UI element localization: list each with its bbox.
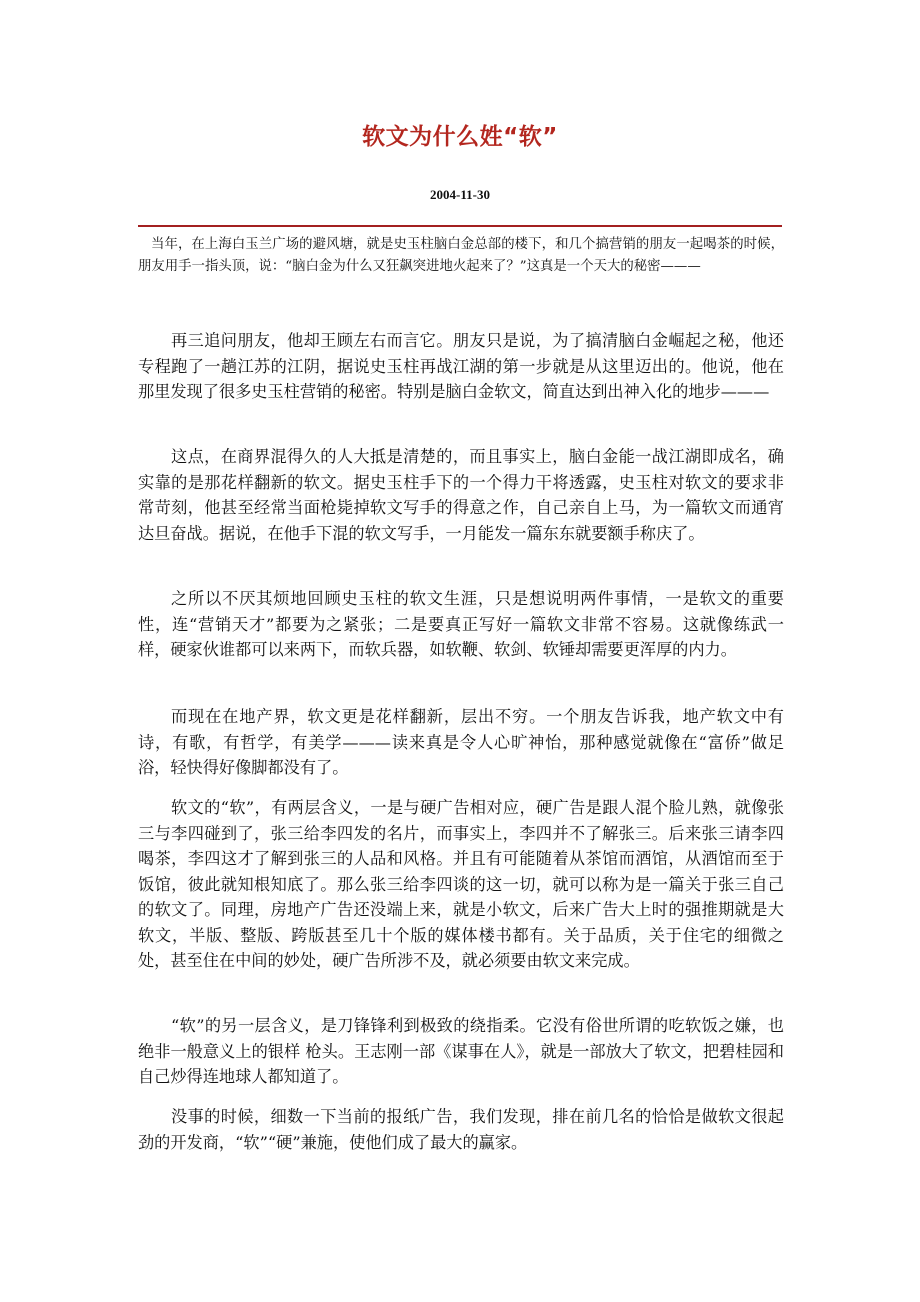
title-divider xyxy=(138,225,782,227)
body-paragraph-7: 没事的时候，细数一下当前的报纸广告，我们发现，排在前几名的恰恰是做软文很起劲的开发商，“软”“硬”兼施，使他们成了最大的赢家。 xyxy=(138,1107,784,1152)
body-paragraph-1: 再三追问朋友，他却王顾左右而言它。朋友只是说，为了搞清脑白金崛起之秘，他还专程跑了一趟江苏的江阴，据说史玉柱再战江湖的第一步就是从这里迈出的。他说，他在那里发现了很多史玉柱营销的秘密。特别是脑白金软文，简直达到出神入化的地步——— xyxy=(138,331,784,401)
body-paragraph-3: 之所以不厌其烦地回顾史玉柱的软文生涯，只是想说明两件事情，一是软文的重要性，连“营销天才”都要为之紧张；二是要真正写好一篇软文非常不容易。这就像练武一样，硬家伙谁都可以来两下，而软兵器，如软鞭、软剑、软锤却需要更浑厚的内力。 xyxy=(138,589,784,659)
body-paragraph-6: “软”的另一层含义，是刀锋锋利到极致的绕指柔。它没有俗世所谓的吃软饭之嫌，也绝非一般意义上的银样 枪头。王志刚一部《谋事在人》，就是一部放大了软文，把碧桂园和自己炒得连地球人都知道了。 xyxy=(138,1016,784,1086)
body-paragraph-5: 软文的“软”，有两层含义，一是与硬广告相对应，硬广告是跟人混个脸儿熟，就像张三与李四碰到了，张三给李四发的名片，而事实上，李四并不了解张三。后来张三请李四喝茶，李四这才了解到张三的人品和风格。并且有可能随着从茶馆而酒馆，从酒馆而至于饭馆，彼此就知根知底了。那么张三给李四谈的这一切，就可以称为是一篇关于张三自己的软文了。同理，房地产广告还没端上来，就是小软文，后来广告大上时的强推期就是大软文，半版、整版、跨版甚至几十个版的媒体楼书都有。关于品质，关于住宅的细微之处，甚至住在中间的妙处，硬广告所涉不及，就必须要由软文来完成。 xyxy=(138,798,784,970)
article-title: 软文为什么姓“软” xyxy=(362,124,558,150)
body-paragraph-2: 这点，在商界混得久的人大抵是清楚的，而且事实上，脑白金能一战江湖即成名，确实靠的是那花样翻新的软文。据史玉柱手下的一个得力干将透露，史玉柱对软文的要求非常苛刻，他甚至经常当面枪毙掉软文写手的得意之作，自己亲自上马，为一篇软文而通宵达旦奋战。据说，在他手下混的软文写手，一月能发一篇东东就要额手称庆了。 xyxy=(138,447,784,543)
body-paragraph-4: 而现在在地产界，软文更是花样翻新，层出不穷。一个朋友告诉我，地产软文中有诗，有歌，有哲学，有美学———读来真是令人心旷神怡，那种感觉就像在“富侨”做足浴，轻快得好像脚都没有了。 xyxy=(138,707,784,777)
lead-paragraph: 当年，在上海白玉兰广场的避风塘，就是史玉柱脑白金总部的楼下，和几个搞营销的朋友一起喝茶的时候，朋友用手一指头顶，说：“脑白金为什么又狂飙突进地火起来了？”这真是一个天大的秘密——— xyxy=(138,237,784,274)
article-date: 2004-11-30 xyxy=(430,187,490,202)
